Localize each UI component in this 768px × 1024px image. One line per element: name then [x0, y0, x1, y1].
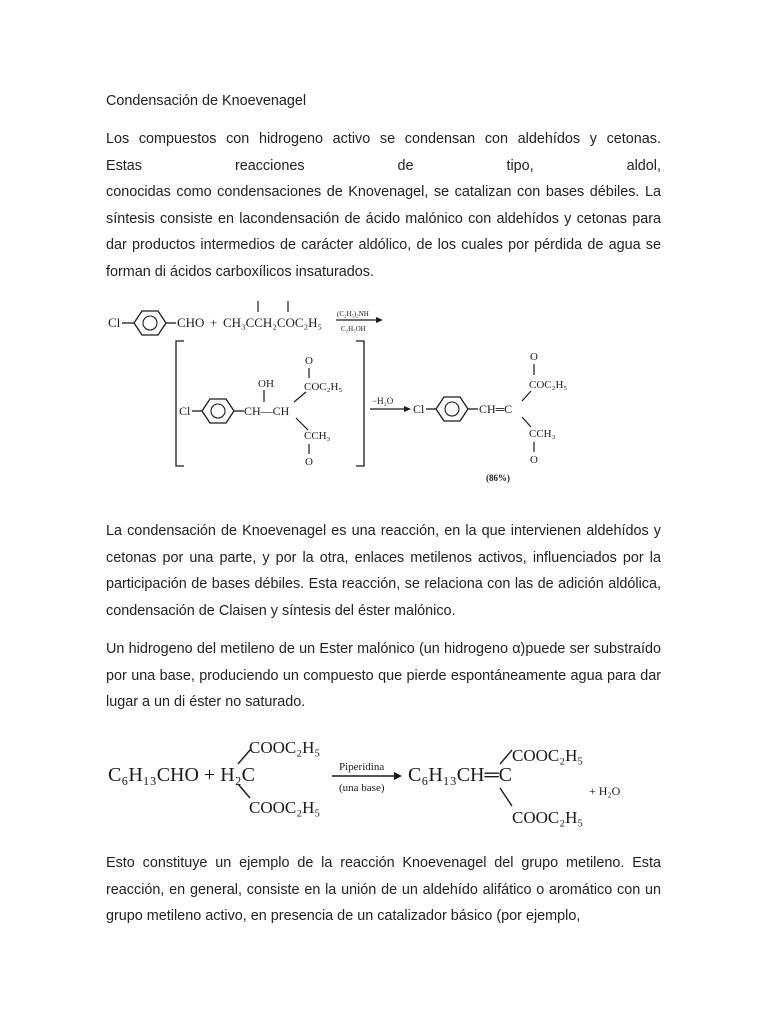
product-chain-label-2: C₆H₁₃CH═C	[408, 764, 512, 786]
product-chain-label: CH═C	[479, 402, 513, 416]
benzene-ring-intermediate-circle	[211, 404, 225, 418]
bond-product-ester-top	[500, 750, 512, 764]
aldehyde-group-label: CHO	[177, 315, 205, 330]
benzene-ring-reactant	[134, 311, 166, 335]
benzene-ring-reactant-circle	[143, 316, 157, 330]
product-acetyl-label: CCH₃	[529, 428, 556, 440]
dehydration-label: −H₂O	[372, 396, 394, 406]
paragraph-1	[106, 126, 661, 286]
bond-product-ester-bottom	[500, 788, 512, 806]
product-ester-bottom-label: COOC₂H₅	[512, 808, 584, 827]
plus-sign: +	[210, 315, 218, 330]
reaction-scheme-1	[104, 296, 568, 488]
reaction-scheme-2-drawing	[104, 728, 664, 840]
product-oxygen-top-label: O	[530, 351, 538, 363]
reactant-ester-top-label: COOC₂H₅	[249, 738, 321, 757]
ethyl-acetoacetate-label: CH₃CCH₂COC₂H₅	[223, 315, 323, 330]
intermediate-chain-label: CH—CH	[244, 404, 290, 418]
bond-c-ester	[522, 391, 531, 401]
paragraph-4: Esto constituye un ejemplo de la reacción Knoevenagel del grupo metileno. Esta reacción, en general, consiste en la unión de un aldehído alifático o aromático con un grupo metileno activo, en presencia de un catalizador básico (por ejemplo,	[106, 855, 661, 925]
product-ester-top-label: COOC₂H₅	[512, 746, 584, 765]
benzene-ring-intermediate	[202, 399, 234, 423]
water-byproduct-label: + H₂O	[589, 784, 621, 798]
conditions-solvent-label: C₂H₅OH	[341, 325, 366, 333]
bond-ch-ester	[294, 392, 306, 402]
conditions-base-label: (C₂H₅)₂NH	[337, 310, 369, 318]
intermediate-ester-label: COC₂H₅	[304, 381, 343, 393]
bond-to-ester-bottom	[238, 784, 250, 798]
benzene-ring-product-circle	[445, 402, 459, 416]
reactant-ester-bottom-label: COOC₂H₅	[249, 798, 321, 817]
catalyst-note-label: (una base)	[339, 782, 385, 794]
reaction-scheme-2	[104, 728, 664, 840]
intermediate-chlorine-label: Cl	[179, 404, 191, 418]
yield-label: (86%)	[486, 473, 510, 483]
bond-ch-acetyl	[296, 418, 308, 430]
intermediate-acetyl-label: CCH₃	[304, 430, 331, 442]
reactant-aldehyde-label: C₆H₁₃CHO + H₂C	[108, 764, 255, 786]
paragraph-1-rest: conocidas como condensaciones de Knovenagel, se catalizan con bases débiles. La síntesis consiste en lacondensación de ácido malónico con aldehídos y cetonas para dar productos intermedios de carácter aldólico, de los cuales por pérdida de agua se forman di ácidos carboxílicos insaturados.	[106, 184, 661, 280]
benzene-ring-product	[436, 397, 468, 421]
paragraph-1-line-2: Estas reacciones de tipo, aldol,	[106, 157, 661, 174]
paragraph-2: La condensación de Knoevenagel es una reacción, en la que intervienen aldehídos y cetonas por una parte, y por la otra, enlaces metilenos activos, influenciados por la participación de bases débiles. Esta reacción, se relaciona con las de adición aldólica, condensación de Claisen y síntesis del éster malónico.	[106, 523, 661, 619]
reaction-scheme-1-drawing	[104, 296, 568, 488]
intermediate-oxygen-top-label: O	[305, 355, 313, 367]
catalyst-label: Piperidina	[339, 761, 385, 773]
product-chlorine-label: Cl	[413, 402, 425, 416]
hydroxyl-label: OH	[258, 378, 274, 390]
product-ester-label: COC₂H₅	[529, 379, 568, 391]
reaction-arrow-3-head	[394, 772, 402, 780]
paragraph-3: Un hidrogeno del metileno de un Ester malónico (un hidrogeno α)puede ser substraído por una base, produciendo un compuesto que pierde espontáneamente agua para dar lugar a un di éster no saturado.	[106, 641, 661, 711]
intermediate-oxygen-bottom-label: O	[305, 456, 313, 468]
paragraph-1-line-1: Los compuestos con hidrogeno activo se condensan con aldehídos y cetonas.	[106, 131, 661, 147]
bracket-right	[356, 341, 364, 466]
document-title: Condensación de Knoevenagel	[106, 93, 307, 109]
reaction-arrow-2-head	[404, 406, 411, 412]
product-oxygen-bottom-label: O	[530, 454, 538, 466]
reactant-chlorine-label: Cl	[108, 315, 121, 330]
bond-c-acetyl	[522, 417, 531, 427]
reaction-arrow-1-head	[376, 317, 383, 323]
